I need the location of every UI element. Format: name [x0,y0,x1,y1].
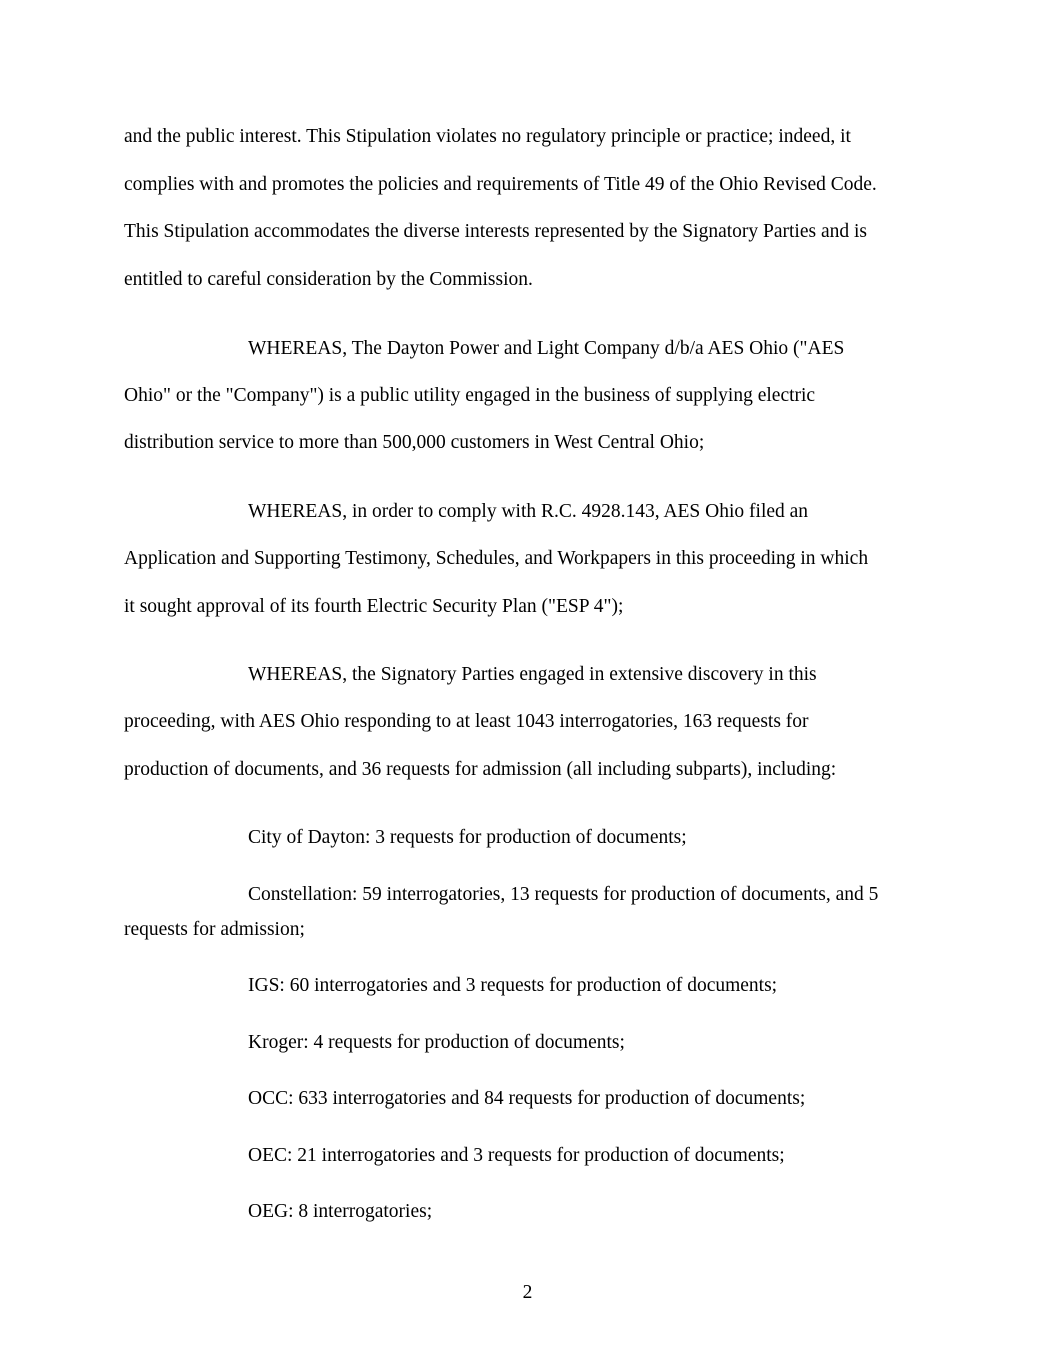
discovery-item-constellation-cont: requests for admission; [124,919,305,940]
page-number: 2 [522,1282,533,1303]
whereas-3-line: WHEREAS, the Signatory Parties engaged in extensive discovery in this [248,664,817,685]
discovery-item-city-of-dayton: City of Dayton: 3 requests for production of documents; [248,827,687,848]
whereas-1-line: WHEREAS, The Dayton Power and Light Company d/b/a AES Ohio ("AES [248,338,845,359]
whereas-1-line: Ohio" or the "Company") is a public utility engaged in the business of supplying electric [124,385,816,406]
whereas-1-line: distribution service to more than 500,000 customers in West Central Ohio; [124,432,705,453]
intro-line: complies with and promotes the policies and requirements of Title 49 of the Ohio Revised Code. [124,174,877,195]
discovery-item-oeg: OEG: 8 interrogatories; [248,1201,433,1222]
discovery-item-occ: OCC: 633 interrogatories and 84 requests for production of documents; [248,1088,806,1109]
whereas-3-line: production of documents, and 36 requests for admission (all including subparts), including: [124,759,837,780]
whereas-2-line: Application and Supporting Testimony, Schedules, and Workpapers in this proceeding in which [124,548,869,569]
whereas-2-line: WHEREAS, in order to comply with R.C. 4928.143, AES Ohio filed an [248,501,809,522]
discovery-item-constellation: Constellation: 59 interrogatories, 13 requests for production of documents, and 5 [248,884,879,905]
discovery-item-kroger: Kroger: 4 requests for production of documents; [248,1032,625,1053]
discovery-item-igs: IGS: 60 interrogatories and 3 requests for production of documents; [248,975,778,996]
discovery-item-oec: OEC: 21 interrogatories and 3 requests for production of documents; [248,1145,785,1166]
intro-line: entitled to careful consideration by the Commission. [124,269,533,290]
intro-line: and the public interest. This Stipulation violates no regulatory principle or practice; indeed, it [124,126,851,147]
whereas-3-line: proceeding, with AES Ohio responding to at least 1043 interrogatories, 163 requests for [124,711,809,732]
whereas-2-line: it sought approval of its fourth Electric Security Plan ("ESP 4"); [124,596,624,617]
intro-line: This Stipulation accommodates the diverse interests represented by the Signatory Parties and is [124,221,867,242]
